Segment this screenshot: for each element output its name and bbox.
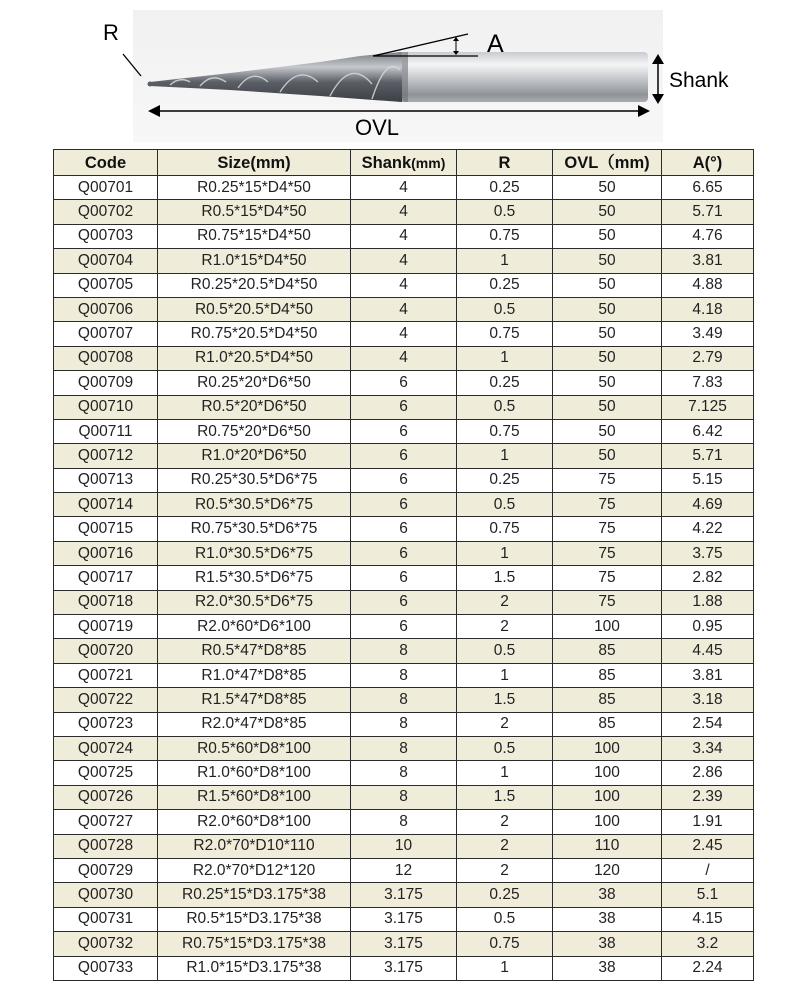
- table-row: [54, 858, 754, 882]
- cell-r: 2: [457, 810, 553, 834]
- cell-size: R1.5*60*D8*100: [158, 785, 351, 809]
- angle-label: A: [487, 30, 504, 58]
- cell-a: 4.15: [662, 907, 754, 931]
- cell-ovl: 50: [553, 176, 662, 200]
- table-row: [54, 566, 754, 590]
- cell-shank: 6: [351, 590, 457, 614]
- cell-shank: 3.175: [351, 907, 457, 931]
- cell-a: 4.22: [662, 517, 754, 541]
- cell-a: 2.45: [662, 834, 754, 858]
- table-row: [54, 297, 754, 321]
- cell-a: 7.125: [662, 395, 754, 419]
- cell-ovl: 50: [553, 322, 662, 346]
- cell-r: 0.75: [457, 419, 553, 443]
- cell-shank: 4: [351, 322, 457, 346]
- cell-a: 3.81: [662, 663, 754, 687]
- cell-shank: 4: [351, 200, 457, 224]
- cell-size: R0.5*15*D4*50: [158, 200, 351, 224]
- cell-r: 0.25: [457, 371, 553, 395]
- cell-ovl: 50: [553, 200, 662, 224]
- cell-r: 2: [457, 712, 553, 736]
- cell-a: 5.71: [662, 200, 754, 224]
- cell-shank: 6: [351, 419, 457, 443]
- table-row: [54, 468, 754, 492]
- cell-r: 1: [457, 541, 553, 565]
- table-row: [54, 907, 754, 931]
- header-size: Size(mm): [158, 150, 351, 176]
- cell-code: Q00706: [54, 297, 158, 321]
- cell-ovl: 100: [553, 761, 662, 785]
- cell-size: R2.0*60*D6*100: [158, 615, 351, 639]
- cell-r: 0.75: [457, 224, 553, 248]
- cell-a: 4.18: [662, 297, 754, 321]
- header-shank-main: Shank: [361, 153, 412, 172]
- cell-shank: 6: [351, 615, 457, 639]
- cell-shank: 8: [351, 736, 457, 760]
- cell-a: 4.45: [662, 639, 754, 663]
- cell-r: 0.75: [457, 322, 553, 346]
- cell-r: 1: [457, 663, 553, 687]
- cell-r: 0.25: [457, 176, 553, 200]
- table-row: [54, 224, 754, 248]
- cell-size: R0.5*20.5*D4*50: [158, 297, 351, 321]
- cell-code: Q00707: [54, 322, 158, 346]
- cell-a: 3.18: [662, 688, 754, 712]
- cell-ovl: 75: [553, 541, 662, 565]
- cell-shank: 8: [351, 785, 457, 809]
- table-row: [54, 419, 754, 443]
- cell-a: /: [662, 858, 754, 882]
- shank-body: [402, 52, 648, 102]
- cell-ovl: 100: [553, 810, 662, 834]
- table-row: [54, 688, 754, 712]
- cell-shank: 8: [351, 663, 457, 687]
- cell-code: Q00731: [54, 907, 158, 931]
- cell-ovl: 75: [553, 517, 662, 541]
- cell-size: R1.5*47*D8*85: [158, 688, 351, 712]
- cell-a: 3.2: [662, 932, 754, 956]
- cell-code: Q00713: [54, 468, 158, 492]
- cell-r: 0.75: [457, 932, 553, 956]
- header-code: Code: [54, 150, 158, 176]
- cell-r: 0.25: [457, 273, 553, 297]
- cell-size: R0.75*30.5*D6*75: [158, 517, 351, 541]
- cell-r: 2: [457, 834, 553, 858]
- cell-code: Q00720: [54, 639, 158, 663]
- cell-r: 2: [457, 858, 553, 882]
- table-row: [54, 541, 754, 565]
- header-ovl: OVL（mm): [553, 150, 662, 176]
- cell-ovl: 38: [553, 956, 662, 980]
- table-row: [54, 273, 754, 297]
- cell-shank: 6: [351, 468, 457, 492]
- table-row: [54, 200, 754, 224]
- cell-code: Q00728: [54, 834, 158, 858]
- cell-r: 0.75: [457, 517, 553, 541]
- cell-shank: 6: [351, 493, 457, 517]
- table-row: [54, 176, 754, 200]
- cell-ovl: 50: [553, 444, 662, 468]
- cell-r: 0.5: [457, 200, 553, 224]
- cell-size: R1.0*15*D3.175*38: [158, 956, 351, 980]
- cell-shank: 3.175: [351, 932, 457, 956]
- cell-size: R1.0*47*D8*85: [158, 663, 351, 687]
- cell-code: Q00721: [54, 663, 158, 687]
- cell-r: 1: [457, 346, 553, 370]
- cell-r: 1: [457, 444, 553, 468]
- cell-shank: 6: [351, 517, 457, 541]
- header-a: A(°): [662, 150, 754, 176]
- cell-r: 1: [457, 249, 553, 273]
- cell-code: Q00701: [54, 176, 158, 200]
- table-row: [54, 346, 754, 370]
- cell-r: 0.25: [457, 883, 553, 907]
- cell-size: R1.5*30.5*D6*75: [158, 566, 351, 590]
- cell-code: Q00726: [54, 785, 158, 809]
- table-row: [54, 761, 754, 785]
- cell-size: R2.0*60*D8*100: [158, 810, 351, 834]
- cell-ovl: 85: [553, 688, 662, 712]
- table-row: [54, 712, 754, 736]
- table-row: [54, 615, 754, 639]
- cell-code: Q00729: [54, 858, 158, 882]
- cell-a: 2.24: [662, 956, 754, 980]
- cell-code: Q00717: [54, 566, 158, 590]
- cell-a: 5.71: [662, 444, 754, 468]
- cell-r: 0.5: [457, 736, 553, 760]
- cell-a: 2.82: [662, 566, 754, 590]
- table-body: [54, 176, 754, 981]
- cell-shank: 4: [351, 249, 457, 273]
- cell-a: 5.1: [662, 883, 754, 907]
- cell-ovl: 38: [553, 907, 662, 931]
- cell-shank: 4: [351, 176, 457, 200]
- table-row: [54, 663, 754, 687]
- cell-shank: 8: [351, 810, 457, 834]
- cell-a: 3.34: [662, 736, 754, 760]
- cell-shank: 8: [351, 639, 457, 663]
- table-row: [54, 834, 754, 858]
- cell-size: R0.5*30.5*D6*75: [158, 493, 351, 517]
- cell-code: Q00705: [54, 273, 158, 297]
- cell-size: R1.0*15*D4*50: [158, 249, 351, 273]
- cell-size: R2.0*70*D10*110: [158, 834, 351, 858]
- cell-r: 1: [457, 956, 553, 980]
- cell-a: 6.42: [662, 419, 754, 443]
- cell-code: Q00703: [54, 224, 158, 248]
- cell-size: R0.25*20*D6*50: [158, 371, 351, 395]
- cell-a: 1.91: [662, 810, 754, 834]
- cell-shank: 12: [351, 858, 457, 882]
- cell-ovl: 50: [553, 419, 662, 443]
- cell-code: Q00719: [54, 615, 158, 639]
- cell-a: 2.54: [662, 712, 754, 736]
- cell-r: 0.5: [457, 639, 553, 663]
- cell-size: R0.25*20.5*D4*50: [158, 273, 351, 297]
- cell-a: 7.83: [662, 371, 754, 395]
- cell-code: Q00714: [54, 493, 158, 517]
- table-row: [54, 785, 754, 809]
- cell-r: 0.5: [457, 493, 553, 517]
- cell-a: 4.88: [662, 273, 754, 297]
- cell-ovl: 85: [553, 712, 662, 736]
- cell-code: Q00712: [54, 444, 158, 468]
- cell-ovl: 100: [553, 785, 662, 809]
- ball-tip: [148, 82, 153, 87]
- cell-shank: 8: [351, 688, 457, 712]
- header-r: R: [457, 150, 553, 176]
- table-row: [54, 639, 754, 663]
- table-row: [54, 371, 754, 395]
- cell-shank: 6: [351, 395, 457, 419]
- cell-ovl: 50: [553, 249, 662, 273]
- cell-size: R1.0*20*D6*50: [158, 444, 351, 468]
- cell-size: R2.0*30.5*D6*75: [158, 590, 351, 614]
- cell-shank: 4: [351, 297, 457, 321]
- cell-code: Q00727: [54, 810, 158, 834]
- table-header-row: [54, 150, 754, 176]
- cell-code: Q00724: [54, 736, 158, 760]
- table-row: [54, 517, 754, 541]
- cell-ovl: 85: [553, 663, 662, 687]
- cell-r: 1: [457, 761, 553, 785]
- cell-shank: 4: [351, 224, 457, 248]
- cell-code: Q00704: [54, 249, 158, 273]
- cell-code: Q00730: [54, 883, 158, 907]
- radius-label: R: [103, 20, 119, 45]
- table-row: [54, 932, 754, 956]
- cell-ovl: 50: [553, 346, 662, 370]
- spec-table: [53, 149, 754, 981]
- cell-code: Q00722: [54, 688, 158, 712]
- cell-a: 4.76: [662, 224, 754, 248]
- cell-shank: 3.175: [351, 883, 457, 907]
- cell-ovl: 75: [553, 493, 662, 517]
- header-shank-unit: (mm): [411, 154, 446, 171]
- cell-code: Q00716: [54, 541, 158, 565]
- table-row: [54, 322, 754, 346]
- cell-size: R1.0*20.5*D4*50: [158, 346, 351, 370]
- cell-shank: 8: [351, 712, 457, 736]
- header-shank: [351, 150, 457, 176]
- cell-r: 0.5: [457, 907, 553, 931]
- cell-code: Q00718: [54, 590, 158, 614]
- cell-ovl: 50: [553, 371, 662, 395]
- table-row: [54, 493, 754, 517]
- product-diagram: [0, 0, 790, 148]
- table-row: [54, 736, 754, 760]
- cell-ovl: 50: [553, 273, 662, 297]
- cell-a: 6.65: [662, 176, 754, 200]
- cell-code: Q00723: [54, 712, 158, 736]
- cell-shank: 6: [351, 371, 457, 395]
- cell-code: Q00710: [54, 395, 158, 419]
- cell-code: Q00711: [54, 419, 158, 443]
- cell-ovl: 75: [553, 468, 662, 492]
- cell-a: 1.88: [662, 590, 754, 614]
- cell-a: 4.69: [662, 493, 754, 517]
- cell-shank: 8: [351, 761, 457, 785]
- cell-r: 0.5: [457, 395, 553, 419]
- cell-ovl: 85: [553, 639, 662, 663]
- cell-code: Q00732: [54, 932, 158, 956]
- cell-size: R2.0*47*D8*85: [158, 712, 351, 736]
- cell-ovl: 75: [553, 566, 662, 590]
- cell-size: R0.5*15*D3.175*38: [158, 907, 351, 931]
- cell-r: 1.5: [457, 566, 553, 590]
- cell-size: R0.75*15*D3.175*38: [158, 932, 351, 956]
- cell-size: R1.0*60*D8*100: [158, 761, 351, 785]
- cell-size: R0.25*15*D3.175*38: [158, 883, 351, 907]
- cell-ovl: 120: [553, 858, 662, 882]
- cell-code: Q00725: [54, 761, 158, 785]
- cell-a: 3.81: [662, 249, 754, 273]
- cell-ovl: 110: [553, 834, 662, 858]
- cell-ovl: 100: [553, 736, 662, 760]
- cell-size: R2.0*70*D12*120: [158, 858, 351, 882]
- cell-ovl: 50: [553, 224, 662, 248]
- cell-code: Q00709: [54, 371, 158, 395]
- cell-size: R0.75*20*D6*50: [158, 419, 351, 443]
- cell-shank: 10: [351, 834, 457, 858]
- cell-size: R0.75*15*D4*50: [158, 224, 351, 248]
- cell-r: 0.5: [457, 297, 553, 321]
- table-row: [54, 956, 754, 980]
- cell-r: 2: [457, 590, 553, 614]
- cell-code: Q00715: [54, 517, 158, 541]
- shank-label: Shank: [669, 69, 729, 92]
- cell-ovl: 38: [553, 932, 662, 956]
- cell-a: 0.95: [662, 615, 754, 639]
- cell-shank: 4: [351, 273, 457, 297]
- table-row: [54, 249, 754, 273]
- table-row: [54, 810, 754, 834]
- table-row: [54, 395, 754, 419]
- cell-code: Q00708: [54, 346, 158, 370]
- cell-size: R0.25*15*D4*50: [158, 176, 351, 200]
- table-row: [54, 883, 754, 907]
- cell-size: R0.75*20.5*D4*50: [158, 322, 351, 346]
- table-row: [54, 590, 754, 614]
- cell-ovl: 38: [553, 883, 662, 907]
- cell-ovl: 75: [553, 590, 662, 614]
- cell-size: R1.0*30.5*D6*75: [158, 541, 351, 565]
- cell-size: R0.5*47*D8*85: [158, 639, 351, 663]
- cell-ovl: 50: [553, 395, 662, 419]
- cell-r: 0.25: [457, 468, 553, 492]
- cell-code: Q00702: [54, 200, 158, 224]
- cell-r: 1.5: [457, 785, 553, 809]
- cell-a: 5.15: [662, 468, 754, 492]
- cell-size: R0.5*20*D6*50: [158, 395, 351, 419]
- cell-shank: 6: [351, 566, 457, 590]
- cell-shank: 6: [351, 541, 457, 565]
- cell-code: Q00733: [54, 956, 158, 980]
- cell-a: 3.75: [662, 541, 754, 565]
- cell-shank: 3.175: [351, 956, 457, 980]
- cell-r: 1.5: [457, 688, 553, 712]
- cell-a: 2.79: [662, 346, 754, 370]
- cell-ovl: 100: [553, 615, 662, 639]
- table-row: [54, 444, 754, 468]
- cell-ovl: 50: [553, 297, 662, 321]
- cell-shank: 4: [351, 346, 457, 370]
- cell-r: 2: [457, 615, 553, 639]
- ovl-label: OVL: [355, 115, 400, 140]
- cell-a: 3.49: [662, 322, 754, 346]
- cell-a: 2.39: [662, 785, 754, 809]
- cell-a: 2.86: [662, 761, 754, 785]
- cell-shank: 6: [351, 444, 457, 468]
- cell-size: R0.5*60*D8*100: [158, 736, 351, 760]
- cell-size: R0.25*30.5*D6*75: [158, 468, 351, 492]
